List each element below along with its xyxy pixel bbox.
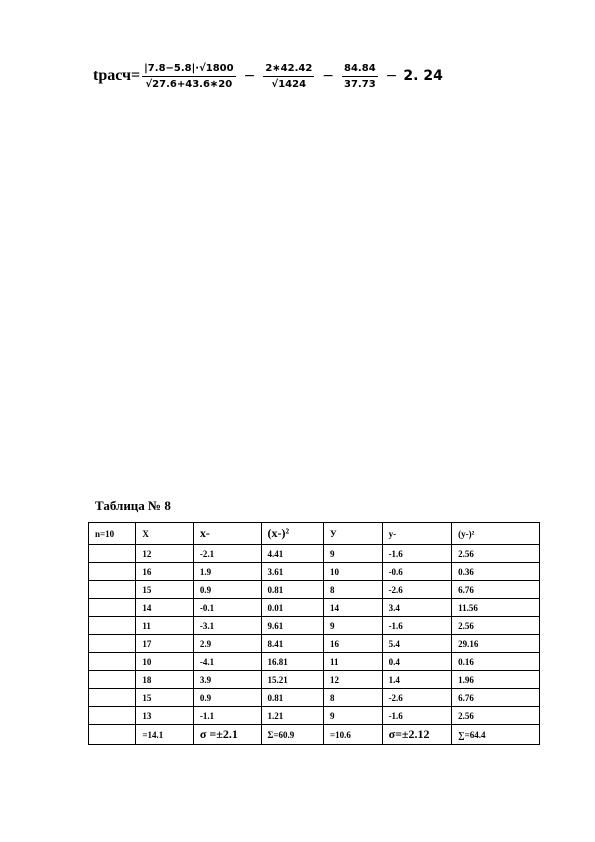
table-cell — [89, 671, 136, 689]
table-cell: 8 — [324, 581, 383, 599]
table-cell: 9 — [324, 707, 383, 725]
table-cell: -3.1 — [193, 617, 261, 635]
fraction-2-numerator: 2∗42.42 — [263, 62, 314, 77]
table-row — [89, 617, 540, 635]
fraction-2 — [263, 62, 314, 91]
table-cell: 4.41 — [261, 545, 324, 563]
table-cell: 0.01 — [261, 599, 324, 617]
table-cell: 0.9 — [193, 581, 261, 599]
t-statistic-formula — [93, 58, 443, 94]
table-row — [89, 689, 540, 707]
table-cell: -0.1 — [193, 599, 261, 617]
table-cell: 1.4 — [382, 671, 452, 689]
table-cell: 16.81 — [261, 653, 324, 671]
table-cell: 14 — [324, 599, 383, 617]
table-cell: 10 — [136, 653, 194, 671]
table-cell: 0.16 — [452, 653, 540, 671]
table-row — [89, 635, 540, 653]
table-cell: 1.21 — [261, 707, 324, 725]
minus-operator-1: − — [243, 68, 256, 84]
table-cell: 6.76 — [452, 581, 540, 599]
table-row — [89, 671, 540, 689]
table-cell: 12 — [136, 545, 194, 563]
table-cell — [89, 635, 136, 653]
fraction-3-numerator: 84.84 — [342, 62, 378, 77]
table-cell: 1.96 — [452, 671, 540, 689]
header-cell: y- — [382, 523, 452, 545]
table-cell: 0.36 — [452, 563, 540, 581]
table-cell: 8.41 — [261, 635, 324, 653]
fraction-1 — [142, 62, 235, 91]
table-cell: 15 — [136, 581, 194, 599]
table-cell: 2.56 — [452, 545, 540, 563]
table-row — [89, 581, 540, 599]
summary-cell: Σ=60.9 — [261, 725, 324, 745]
header-cell: (y-)² — [452, 523, 540, 545]
fraction-3 — [342, 62, 378, 91]
table-cell: 18 — [136, 671, 194, 689]
minus-operator-3: − — [385, 68, 398, 84]
header-cell: X — [136, 523, 194, 545]
summary-cell: ∑=64.4 — [452, 725, 540, 745]
table-cell: 16 — [136, 563, 194, 581]
table-cell: 8 — [324, 689, 383, 707]
table-cell: 29.16 — [452, 635, 540, 653]
fraction-1-numerator: |7.8−5.8|·√1800 — [142, 62, 235, 77]
header-cell: (x-)² — [261, 523, 324, 545]
table-cell: 0.9 — [193, 689, 261, 707]
table-cell: 3.9 — [193, 671, 261, 689]
table-cell — [89, 581, 136, 599]
table-row — [89, 563, 540, 581]
fraction-2-denominator: √1424 — [271, 78, 307, 90]
table-cell: 9.61 — [261, 617, 324, 635]
table-cell: -1.6 — [382, 707, 452, 725]
table-title: Таблица № 8 — [95, 498, 171, 513]
minus-operator-2: − — [322, 68, 335, 84]
table-cell — [89, 599, 136, 617]
table-cell — [89, 617, 136, 635]
table-cell: 0.4 — [382, 653, 452, 671]
summary-cell — [89, 725, 136, 745]
header-cell: У — [324, 523, 383, 545]
table-cell: 0.81 — [261, 581, 324, 599]
table-cell: 15.21 — [261, 671, 324, 689]
table-cell: -4.1 — [193, 653, 261, 671]
table-cell: 13 — [136, 707, 194, 725]
table-cell: 2.56 — [452, 617, 540, 635]
table-cell — [89, 563, 136, 581]
table-row — [89, 599, 540, 617]
header-cell: n=10 — [89, 523, 136, 545]
table-cell — [89, 707, 136, 725]
fraction-3-denominator: 37.73 — [344, 78, 376, 90]
table-cell: 15 — [136, 689, 194, 707]
table-cell: 0.81 — [261, 689, 324, 707]
table-header-row — [89, 523, 540, 545]
statistics-table — [88, 522, 540, 745]
table-cell: 12 — [324, 671, 383, 689]
table-row — [89, 707, 540, 725]
table-cell — [89, 545, 136, 563]
summary-cell: =14.1 — [136, 725, 194, 745]
summary-cell: σ=±2.12 — [382, 725, 452, 745]
summary-cell: σ =±2.1 — [193, 725, 261, 745]
table-cell: 3.61 — [261, 563, 324, 581]
table-cell: 11 — [136, 617, 194, 635]
table-cell: -1.6 — [382, 617, 452, 635]
header-cell: x- — [193, 523, 261, 545]
table-cell: -1.1 — [193, 707, 261, 725]
table-cell: -2.6 — [382, 689, 452, 707]
fraction-1-denominator: √27.6+43.6∗20 — [145, 78, 233, 90]
table-cell: -2.6 — [382, 581, 452, 599]
table-cell: 11 — [324, 653, 383, 671]
table-cell: -2.1 — [193, 545, 261, 563]
table-cell: 3.4 — [382, 599, 452, 617]
table-cell: 17 — [136, 635, 194, 653]
table-cell — [89, 653, 136, 671]
table-cell: 6.76 — [452, 689, 540, 707]
table-cell: 2.9 — [193, 635, 261, 653]
table-cell: 16 — [324, 635, 383, 653]
table-cell: -0.6 — [382, 563, 452, 581]
table-cell: 14 — [136, 599, 194, 617]
table-cell: -1.6 — [382, 545, 452, 563]
table-cell — [89, 689, 136, 707]
table-cell: 5.4 — [382, 635, 452, 653]
table-summary-row — [89, 725, 540, 745]
table-row — [89, 653, 540, 671]
table-cell: 1.9 — [193, 563, 261, 581]
table-cell: 9 — [324, 617, 383, 635]
table-cell: 10 — [324, 563, 383, 581]
table-cell: 2.56 — [452, 707, 540, 725]
table-cell: 11.56 — [452, 599, 540, 617]
formula-lhs: tрасч= — [93, 67, 141, 84]
formula-result: 2. 24 — [403, 68, 443, 84]
table-row — [89, 545, 540, 563]
summary-cell: =10.6 — [324, 725, 383, 745]
table-cell: 9 — [324, 545, 383, 563]
